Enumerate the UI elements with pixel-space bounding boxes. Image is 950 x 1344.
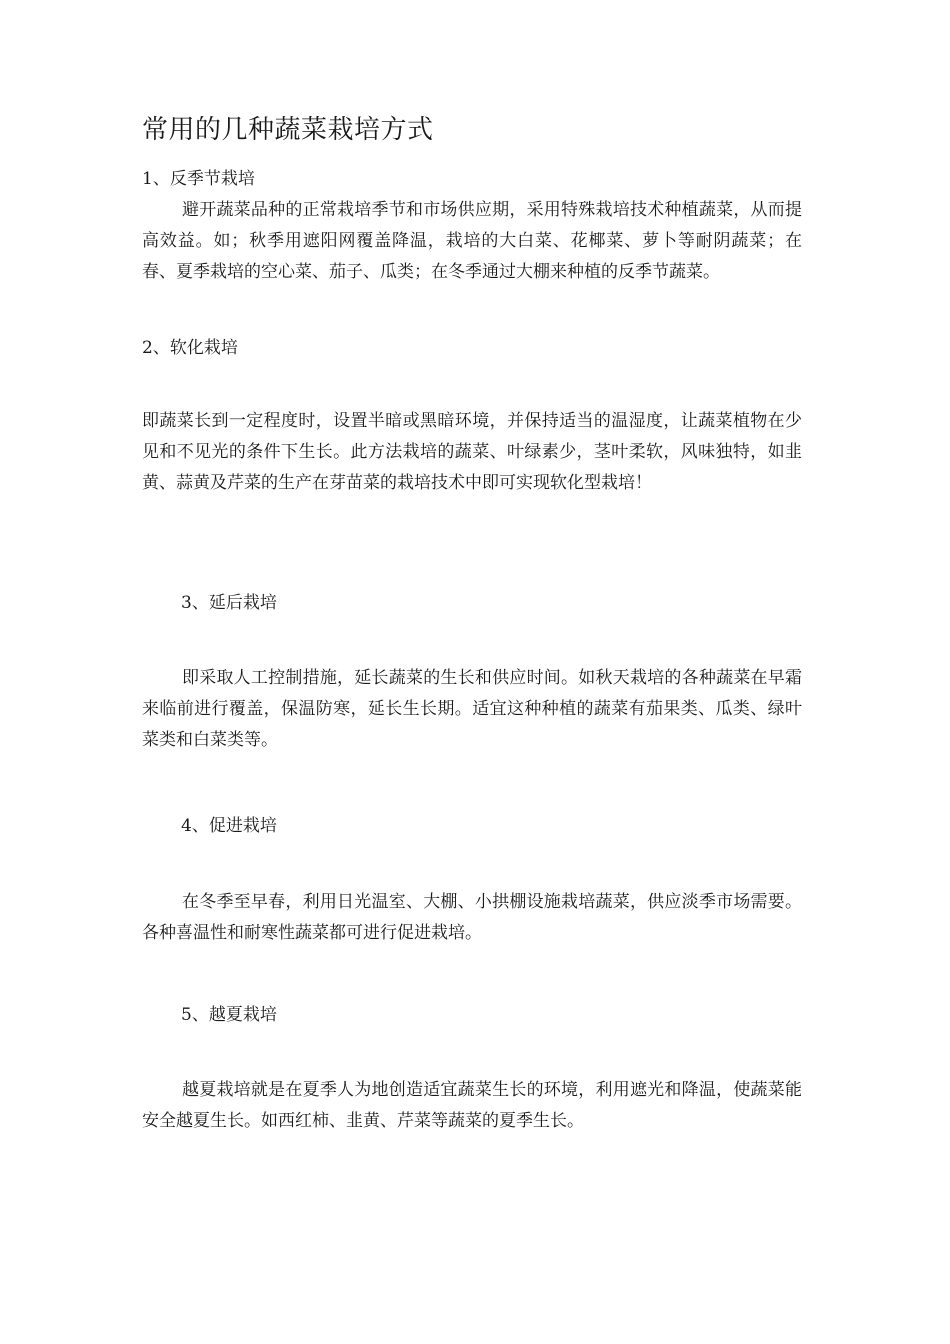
- section-heading-5: 5、越夏栽培: [181, 1005, 277, 1025]
- section-body-4: 在冬季至早春，利用日光温室、大棚、小拱棚设施栽培蔬菜，供应淡季市场需要。各种喜温性和耐寒性蔬菜都可进行促进栽培。: [142, 892, 802, 943]
- section-body-2: 即蔬菜长到一定程度时，设置半暗或黑暗环境，并保持适当的温湿度，让蔬菜植物在少见和不见光的条件下生长。此方法栽培的蔬菜、叶绿素少，茎叶柔软，风味独特，如韭黄、蒜黄及芹菜的生产在芽苗菜的栽培技术中即可实现软化型栽培！: [142, 411, 802, 493]
- section-heading-1: 1、反季节栽培: [142, 169, 255, 189]
- section-heading-3: 3、延后栽培: [181, 593, 277, 613]
- section-body-3: 即采取人工控制措施，延长蔬菜的生长和供应时间。如秋天栽培的各种蔬菜在早霜来临前进行覆盖，保温防寒，延长生长期。适宜这种种植的蔬菜有茄果类、瓜类、绿叶菜类和白菜类等。: [142, 668, 802, 750]
- document-title: 常用的几种蔬菜栽培方式: [142, 115, 434, 145]
- section-body-1: 避开蔬菜品种的正常栽培季节和市场供应期，采用特殊栽培技术种植蔬菜，从而提高效益。如；秋季用遮阳网覆盖降温，栽培的大白菜、花椰菜、萝卜等耐阴蔬菜；在春、夏季栽培的空心菜、茄子、瓜类；在冬季通过大棚来种植的反季节蔬菜。: [142, 200, 802, 282]
- section-heading-2: 2、软化栽培: [142, 338, 238, 358]
- section-body-5: 越夏栽培就是在夏季人为地创造适宜蔬菜生长的环境，利用遮光和降温，使蔬菜能安全越夏生长。如西红柿、韭黄、芹菜等蔬菜的夏季生长。: [142, 1080, 802, 1131]
- section-heading-4: 4、促进栽培: [181, 816, 277, 836]
